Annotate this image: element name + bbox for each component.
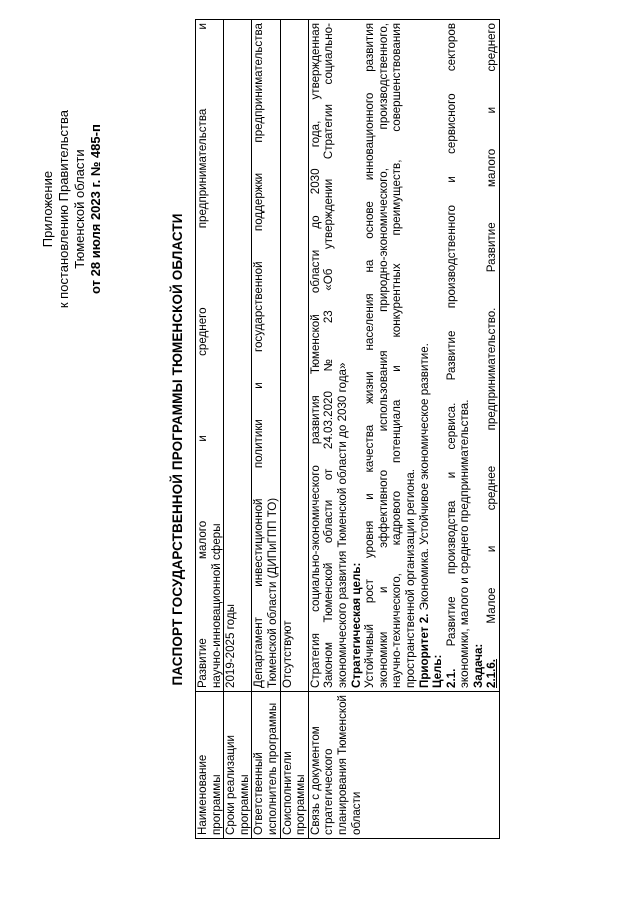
value-line: экономики и эффективного использования природно-экономического, производственного, [376, 23, 390, 688]
row-value [224, 20, 252, 692]
task-number: 2.1.6. [485, 658, 499, 688]
table-row [224, 20, 252, 839]
aim-line [445, 23, 459, 688]
value-line: Развитие малого и среднего предпринимательства и [196, 23, 209, 688]
aim-number: 2.1. [444, 668, 458, 688]
value-line: научно-инновационной сферы [209, 523, 223, 688]
table-row [308, 20, 499, 839]
row-label: Ответственный исполнитель программы [252, 692, 280, 839]
task-heading: Задача: [471, 643, 485, 688]
table-row [196, 20, 224, 839]
goal-heading: Стратегическая цель: [349, 562, 363, 688]
task-text: Малое и среднее предпринимательство. Развитие малого и среднего [485, 23, 499, 624]
value-line: Тюменской области (ДИПиГПП ТО) [265, 497, 279, 688]
appendix-line: Тюменской области [72, 149, 87, 269]
appendix-date: от 28 июля 2023 г. № 485-п [88, 124, 103, 294]
row-label: Сроки реализации программы [224, 692, 252, 839]
appendix-line: к постановлению Правительства [56, 110, 71, 309]
value-line: Законом Тюменской области от 24.03.2020 № 23 «Об утверждении Стратегии социально- [322, 23, 336, 688]
document-title: ПАСПОРТ ГОСУДАРСТВЕННОЙ ПРОГРАММЫ ТЮМЕНСКОЙ ОБЛАСТИ [170, 213, 185, 686]
table-row [252, 20, 280, 839]
table-row [280, 20, 308, 839]
appendix-block [40, 110, 104, 308]
row-label: Соисполнители программы [280, 692, 308, 839]
aim-heading: Цель: [431, 654, 445, 688]
aim-text: Развитие производства и сервиса. Развитие производственного и сервисного секторов [444, 23, 458, 647]
row-value [252, 20, 280, 692]
row-value [196, 20, 224, 692]
row-value [308, 20, 499, 692]
row-value [280, 20, 308, 692]
value-line: Устойчивый рост уровня и качества жизни населения на основе инновационного развития [363, 23, 377, 688]
value-line: Департамент инвестиционной политики и государственной поддержки предпринимательства [252, 23, 266, 688]
row-label: Связь с документом стратегического планирования Тюменской области [308, 692, 499, 839]
priority-line [418, 23, 432, 688]
value-line: Отсутствуют [280, 620, 294, 688]
priority-label: Приоритет 2. [417, 613, 431, 688]
value-line: Стратегия социально-экономического развития Тюменской области до 2030 года, утвержденная [308, 23, 322, 688]
passport-table [195, 19, 500, 839]
row-label: Наименование программы [196, 692, 224, 839]
value-line: научно-технического, кадрового потенциала и конкурентных преимуществ, совершенствования [390, 23, 404, 688]
value-line: 2019-2025 годы [224, 604, 238, 688]
priority-text: Экономика. Устойчивое экономическое развитие. [417, 343, 431, 611]
value-line: экономики, малого и среднего предпринимательства. [458, 399, 472, 688]
task-line [485, 23, 499, 688]
appendix-line: Приложение [40, 170, 55, 248]
value-line: пространственной организации региона. [403, 468, 417, 688]
value-line: экономического развития Тюменской области до 2030 года» [335, 362, 349, 688]
